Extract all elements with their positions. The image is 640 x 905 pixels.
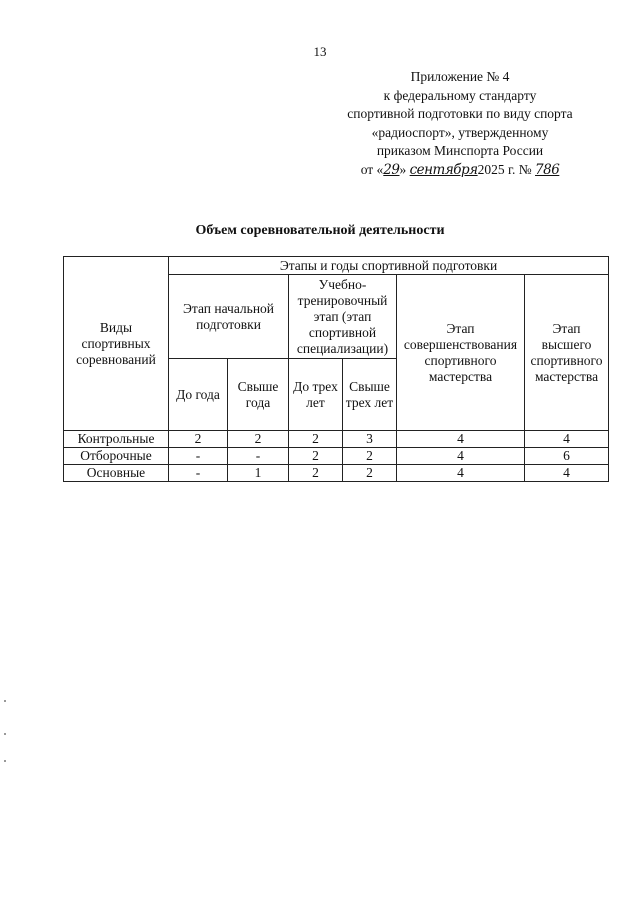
table-row bbox=[64, 448, 609, 465]
header-stages: Этапы и годы спортивной подготовки bbox=[169, 257, 609, 275]
table-header-row bbox=[64, 257, 609, 275]
date-prefix: от « bbox=[360, 161, 384, 177]
row-label: Отборочные bbox=[64, 448, 169, 465]
scan-speck bbox=[4, 760, 6, 762]
scan-speck bbox=[4, 700, 6, 702]
subheader-up-to-year: До года bbox=[169, 359, 228, 431]
table-row bbox=[64, 465, 609, 482]
table-cell: 4 bbox=[397, 431, 525, 448]
competition-volume-table bbox=[63, 256, 609, 482]
subheader-over-three-years: Свыше трех лет bbox=[343, 359, 397, 431]
table-cell: 4 bbox=[525, 465, 609, 482]
header-stage-higher: Этап высшего спортивного мастерства bbox=[525, 275, 609, 431]
date-mid: » bbox=[399, 161, 407, 177]
table-cell: 2 bbox=[228, 431, 289, 448]
table-cell: 2 bbox=[289, 448, 343, 465]
appendix-line-2: к федеральному стандарту bbox=[383, 87, 537, 103]
date-month-handwritten: сентября bbox=[409, 161, 478, 178]
header-stage-training: Учебно-тренировочный этап (этап спортивной специализации) bbox=[289, 275, 397, 359]
table-cell: 1 bbox=[228, 465, 289, 482]
date-day-handwritten: 29 bbox=[383, 161, 400, 178]
table-cell: 3 bbox=[343, 431, 397, 448]
appendix-line-4: «радиоспорт», утвержденному bbox=[371, 124, 549, 140]
table-cell: 2 bbox=[343, 465, 397, 482]
table-cell: 6 bbox=[525, 448, 609, 465]
table-cell: 2 bbox=[289, 465, 343, 482]
subheader-up-to-three-years: До трех лет bbox=[289, 359, 343, 431]
row-label: Основные bbox=[64, 465, 169, 482]
table-cell: - bbox=[228, 448, 289, 465]
row-label: Контрольные bbox=[64, 431, 169, 448]
header-stage-initial: Этап начальной подготовки bbox=[169, 275, 289, 359]
appendix-block bbox=[300, 68, 620, 179]
document-title: Объем соревновательной деятельности bbox=[195, 223, 445, 238]
order-number-handwritten: 786 bbox=[535, 161, 560, 178]
header-competition-kinds: Виды спортивных соревнований bbox=[64, 257, 169, 431]
appendix-date-line bbox=[300, 161, 620, 180]
table-cell: 2 bbox=[289, 431, 343, 448]
page-number: 13 bbox=[313, 44, 327, 59]
table-cell: - bbox=[169, 448, 228, 465]
header-stage-improvement: Этап совершенствования спортивного мастерства bbox=[397, 275, 525, 431]
subheader-over-year: Свыше года bbox=[228, 359, 289, 431]
table-row bbox=[64, 431, 609, 448]
table-cell: 4 bbox=[397, 465, 525, 482]
table-cell: 2 bbox=[169, 431, 228, 448]
table-cell: 2 bbox=[343, 448, 397, 465]
table-cell: 4 bbox=[397, 448, 525, 465]
appendix-line-5: приказом Минспорта России bbox=[376, 143, 544, 158]
appendix-line-1: Приложение № 4 bbox=[410, 69, 510, 84]
table-cell: 4 bbox=[525, 431, 609, 448]
appendix-line-3: спортивной подготовки по виду спорта bbox=[347, 106, 573, 121]
table-cell: - bbox=[169, 465, 228, 482]
scan-speck bbox=[4, 733, 6, 735]
date-year: 2025 г. № bbox=[477, 161, 532, 177]
